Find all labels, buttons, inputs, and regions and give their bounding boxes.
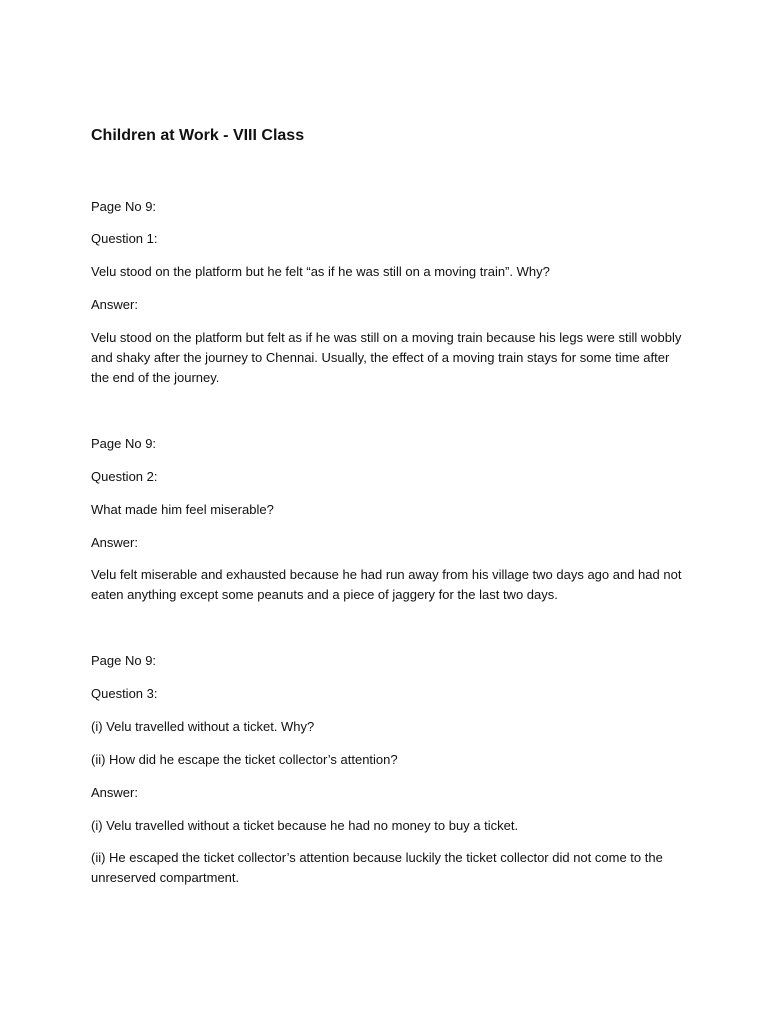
q3-answer-i: (i) Velu travelled without a ticket because he had no money to buy a ticket. — [91, 818, 519, 833]
q2-answer-label: Answer: — [91, 535, 138, 550]
q3-answer-label: Answer: — [91, 785, 138, 800]
q2-answer-line: eaten anything except some peanuts and a piece of jaggery for the last two days. — [91, 587, 558, 602]
q2-page-number: Page No 9: — [91, 436, 157, 451]
q1-answer-label: Answer: — [91, 297, 138, 312]
q1-answer-line: the end of the journey. — [91, 370, 220, 385]
q1-answer-line: Velu stood on the platform but felt as if he was still on a moving train because his legs were still wobbly — [91, 330, 682, 345]
q1-answer — [91, 328, 681, 388]
document-title: Children at Work - VIII Class — [91, 127, 305, 144]
q2-answer — [91, 565, 681, 605]
q3-answer-ii — [91, 848, 681, 888]
q1-label: Question 1: — [91, 231, 158, 246]
q3-question-ii: (ii) How did he escape the ticket collector’s attention? — [91, 752, 398, 767]
q2-label: Question 2: — [91, 469, 158, 484]
q2-question: What made him feel miserable? — [91, 502, 274, 517]
q3-answer-ii-line: (ii) He escaped the ticket collector’s attention because luckily the ticket collector did not come to the — [91, 850, 663, 865]
q2-answer-line: Velu felt miserable and exhausted because he had run away from his village two days ago and had not — [91, 567, 682, 582]
q3-question-i: (i) Velu travelled without a ticket. Why? — [91, 719, 315, 734]
q1-page-number: Page No 9: — [91, 199, 157, 214]
q3-label: Question 3: — [91, 686, 158, 701]
q1-answer-line: and shaky after the journey to Chennai. Usually, the effect of a moving train stays for some time after — [91, 350, 670, 365]
q3-page-number: Page No 9: — [91, 653, 157, 668]
q3-answer-ii-line: unreserved compartment. — [91, 870, 240, 885]
q1-question: Velu stood on the platform but he felt “as if he was still on a moving train”. Why? — [91, 264, 550, 279]
